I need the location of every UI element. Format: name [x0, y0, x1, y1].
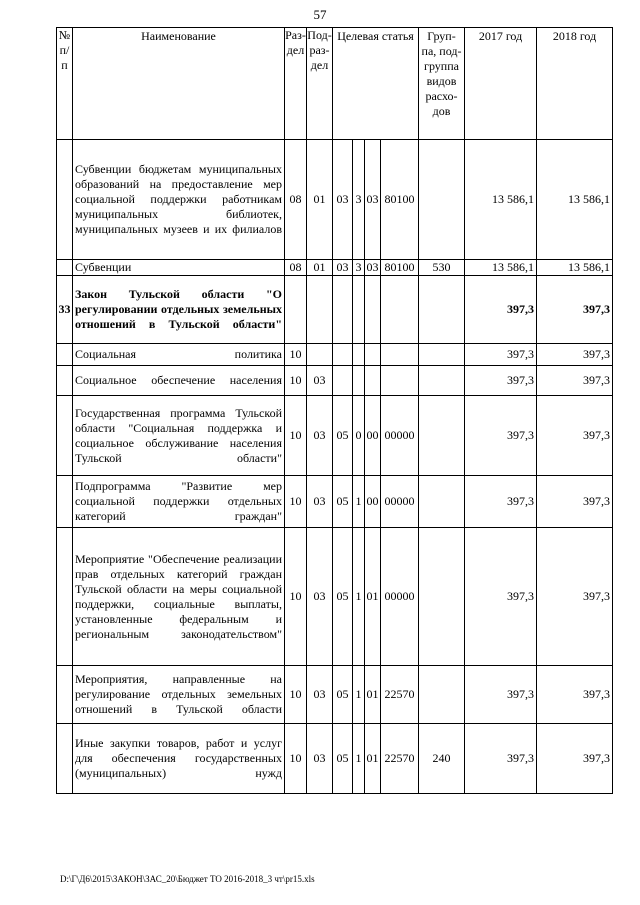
header-2017: 2017 год	[465, 28, 537, 140]
cell-number	[57, 666, 73, 724]
table-row	[57, 276, 613, 344]
header-expense-group: Груп-па, под-группа видов расхо-дов	[419, 28, 465, 140]
cell-expense-group	[419, 140, 465, 260]
cell-amount-2018: 397,3	[537, 396, 613, 476]
cell-amount-2017: 397,3	[465, 344, 537, 366]
table-row	[57, 396, 613, 476]
cell-target-direction	[381, 344, 419, 366]
cell-name: Мероприятие "Обеспечение реализации прав отдельных категорий граждан Тульской области на меры социальной поддержки, социальные выплаты, установленные федеральным и региональным законодательством"	[73, 528, 285, 666]
cell-target-subprogram	[353, 366, 365, 396]
cell-number	[57, 140, 73, 260]
cell-name: Социальная политика	[73, 344, 285, 366]
cell-podrazdel: 03	[307, 666, 333, 724]
cell-target-direction	[381, 276, 419, 344]
cell-amount-2018: 397,3	[537, 528, 613, 666]
cell-name: Иные закупки товаров, работ и услуг для обеспечения государственных (муниципальных) нужд	[73, 724, 285, 794]
cell-amount-2018: 397,3	[537, 366, 613, 396]
cell-number	[57, 344, 73, 366]
cell-razdel: 10	[285, 476, 307, 528]
cell-target-event	[365, 276, 381, 344]
cell-razdel: 10	[285, 724, 307, 794]
cell-podrazdel: 03	[307, 724, 333, 794]
table-row	[57, 344, 613, 366]
cell-target-event: 01	[365, 724, 381, 794]
cell-target-subprogram: 1	[353, 528, 365, 666]
cell-target-program: 05	[333, 396, 353, 476]
cell-amount-2018: 397,3	[537, 344, 613, 366]
cell-razdel: 08	[285, 140, 307, 260]
cell-name: Государственная программа Тульской области "Социальная поддержка и социальное обслуживание населения Тульской области"	[73, 396, 285, 476]
cell-target-program: 05	[333, 528, 353, 666]
cell-podrazdel	[307, 344, 333, 366]
cell-razdel: 08	[285, 260, 307, 276]
cell-amount-2017: 397,3	[465, 666, 537, 724]
header-no: № п/п	[57, 28, 73, 140]
cell-name: Закон Тульской области "О регулировании отдельных земельных отношений в Тульской области"	[73, 276, 285, 344]
cell-target-subprogram: 1	[353, 476, 365, 528]
cell-target-subprogram	[353, 344, 365, 366]
table-row	[57, 724, 613, 794]
cell-target-program: 05	[333, 666, 353, 724]
cell-target-event	[365, 366, 381, 396]
page-number: 57	[313, 7, 327, 22]
cell-amount-2017: 13 586,1	[465, 140, 537, 260]
cell-podrazdel: 01	[307, 140, 333, 260]
cell-number	[57, 724, 73, 794]
cell-amount-2017: 397,3	[465, 276, 537, 344]
cell-amount-2018: 13 586,1	[537, 260, 613, 276]
cell-amount-2017: 397,3	[465, 724, 537, 794]
cell-target-subprogram: 3	[353, 140, 365, 260]
cell-expense-group	[419, 344, 465, 366]
cell-target-event: 01	[365, 528, 381, 666]
cell-number: 33	[57, 276, 73, 344]
cell-expense-group	[419, 528, 465, 666]
cell-amount-2017: 397,3	[465, 528, 537, 666]
cell-target-direction: 22570	[381, 666, 419, 724]
cell-target-event: 00	[365, 396, 381, 476]
cell-podrazdel	[307, 276, 333, 344]
cell-expense-group	[419, 396, 465, 476]
cell-target-direction: 00000	[381, 396, 419, 476]
cell-expense-group	[419, 666, 465, 724]
cell-target-program: 05	[333, 724, 353, 794]
cell-number	[57, 476, 73, 528]
cell-razdel: 10	[285, 528, 307, 666]
cell-expense-group	[419, 276, 465, 344]
header-target-article: Целевая статья	[333, 28, 419, 140]
cell-target-event: 01	[365, 666, 381, 724]
cell-amount-2018: 397,3	[537, 476, 613, 528]
cell-target-subprogram: 1	[353, 666, 365, 724]
cell-target-direction: 80100	[381, 140, 419, 260]
cell-podrazdel: 03	[307, 366, 333, 396]
table-row	[57, 666, 613, 724]
cell-target-program: 03	[333, 260, 353, 276]
cell-target-event: 03	[365, 140, 381, 260]
cell-target-subprogram: 1	[353, 724, 365, 794]
header-name: Наименование	[73, 28, 285, 140]
header-row	[57, 28, 613, 140]
cell-expense-group	[419, 476, 465, 528]
cell-target-subprogram: 3	[353, 260, 365, 276]
cell-target-direction: 80100	[381, 260, 419, 276]
cell-podrazdel: 03	[307, 476, 333, 528]
cell-name: Субвенции	[73, 260, 285, 276]
cell-number	[57, 528, 73, 666]
cell-name: Мероприятия, направленные на регулирование отдельных земельных отношений в Тульской области	[73, 666, 285, 724]
table-row	[57, 260, 613, 276]
cell-amount-2018: 397,3	[537, 724, 613, 794]
cell-target-direction	[381, 366, 419, 396]
cell-podrazdel: 03	[307, 528, 333, 666]
footer-file-path: D:\Г\Д6\2015\ЗАКОН\ЗАС_20\Бюджет ТО 2016-2018_3 чт\pr15.xls	[60, 874, 315, 884]
cell-target-event: 03	[366, 260, 379, 274]
header-podrazdel: Под-раз-дел	[307, 28, 333, 140]
table-row	[57, 476, 613, 528]
cell-razdel: 10	[285, 366, 307, 396]
cell-podrazdel: 01	[307, 260, 333, 276]
table-row	[57, 366, 613, 396]
cell-amount-2018: 397,3	[537, 666, 613, 724]
cell-name: Социальное обеспечение населения	[73, 366, 285, 396]
cell-number	[57, 366, 73, 396]
cell-name: Субвенции бюджетам муниципальных образований на предоставление мер социальной поддержки работникам муниципальных библиотек, муниципальных музеев и их филиалов	[73, 140, 285, 260]
cell-amount-2017: 397,3	[465, 366, 537, 396]
cell-target-program: 05	[333, 476, 353, 528]
cell-target-program: 03	[333, 140, 353, 260]
cell-target-subprogram	[353, 276, 365, 344]
cell-target-program	[333, 276, 353, 344]
budget-table	[56, 27, 613, 794]
table-row	[57, 140, 613, 260]
cell-amount-2017: 397,3	[465, 476, 537, 528]
cell-razdel: 10	[285, 396, 307, 476]
cell-amount-2018: 397,3	[537, 276, 613, 344]
cell-expense-group: 240	[419, 724, 465, 794]
cell-number	[57, 260, 73, 276]
cell-amount-2017: 13 586,1	[465, 260, 537, 276]
cell-razdel: 10	[285, 344, 307, 366]
cell-target-subprogram: 0	[353, 396, 365, 476]
cell-expense-group: 530	[419, 260, 465, 276]
cell-target-event: 00	[365, 476, 381, 528]
cell-amount-2017: 397,3	[465, 396, 537, 476]
cell-target-direction: 22570	[381, 724, 419, 794]
cell-amount-2018: 13 586,1	[537, 140, 613, 260]
cell-target-event	[365, 344, 381, 366]
cell-name: Подпрограмма "Развитие мер социальной поддержки отдельных категорий граждан"	[73, 476, 285, 528]
cell-expense-group	[419, 366, 465, 396]
cell-target-direction: 00000	[381, 528, 419, 666]
cell-target-direction: 00000	[381, 476, 419, 528]
header-razdel: Раз-дел	[285, 28, 307, 140]
cell-podrazdel: 03	[307, 396, 333, 476]
cell-razdel: 10	[285, 666, 307, 724]
cell-number	[57, 396, 73, 476]
cell-target-program	[333, 344, 353, 366]
cell-razdel	[285, 276, 307, 344]
header-2018: 2018 год	[537, 28, 613, 140]
table-row	[57, 528, 613, 666]
cell-target-program	[333, 366, 353, 396]
